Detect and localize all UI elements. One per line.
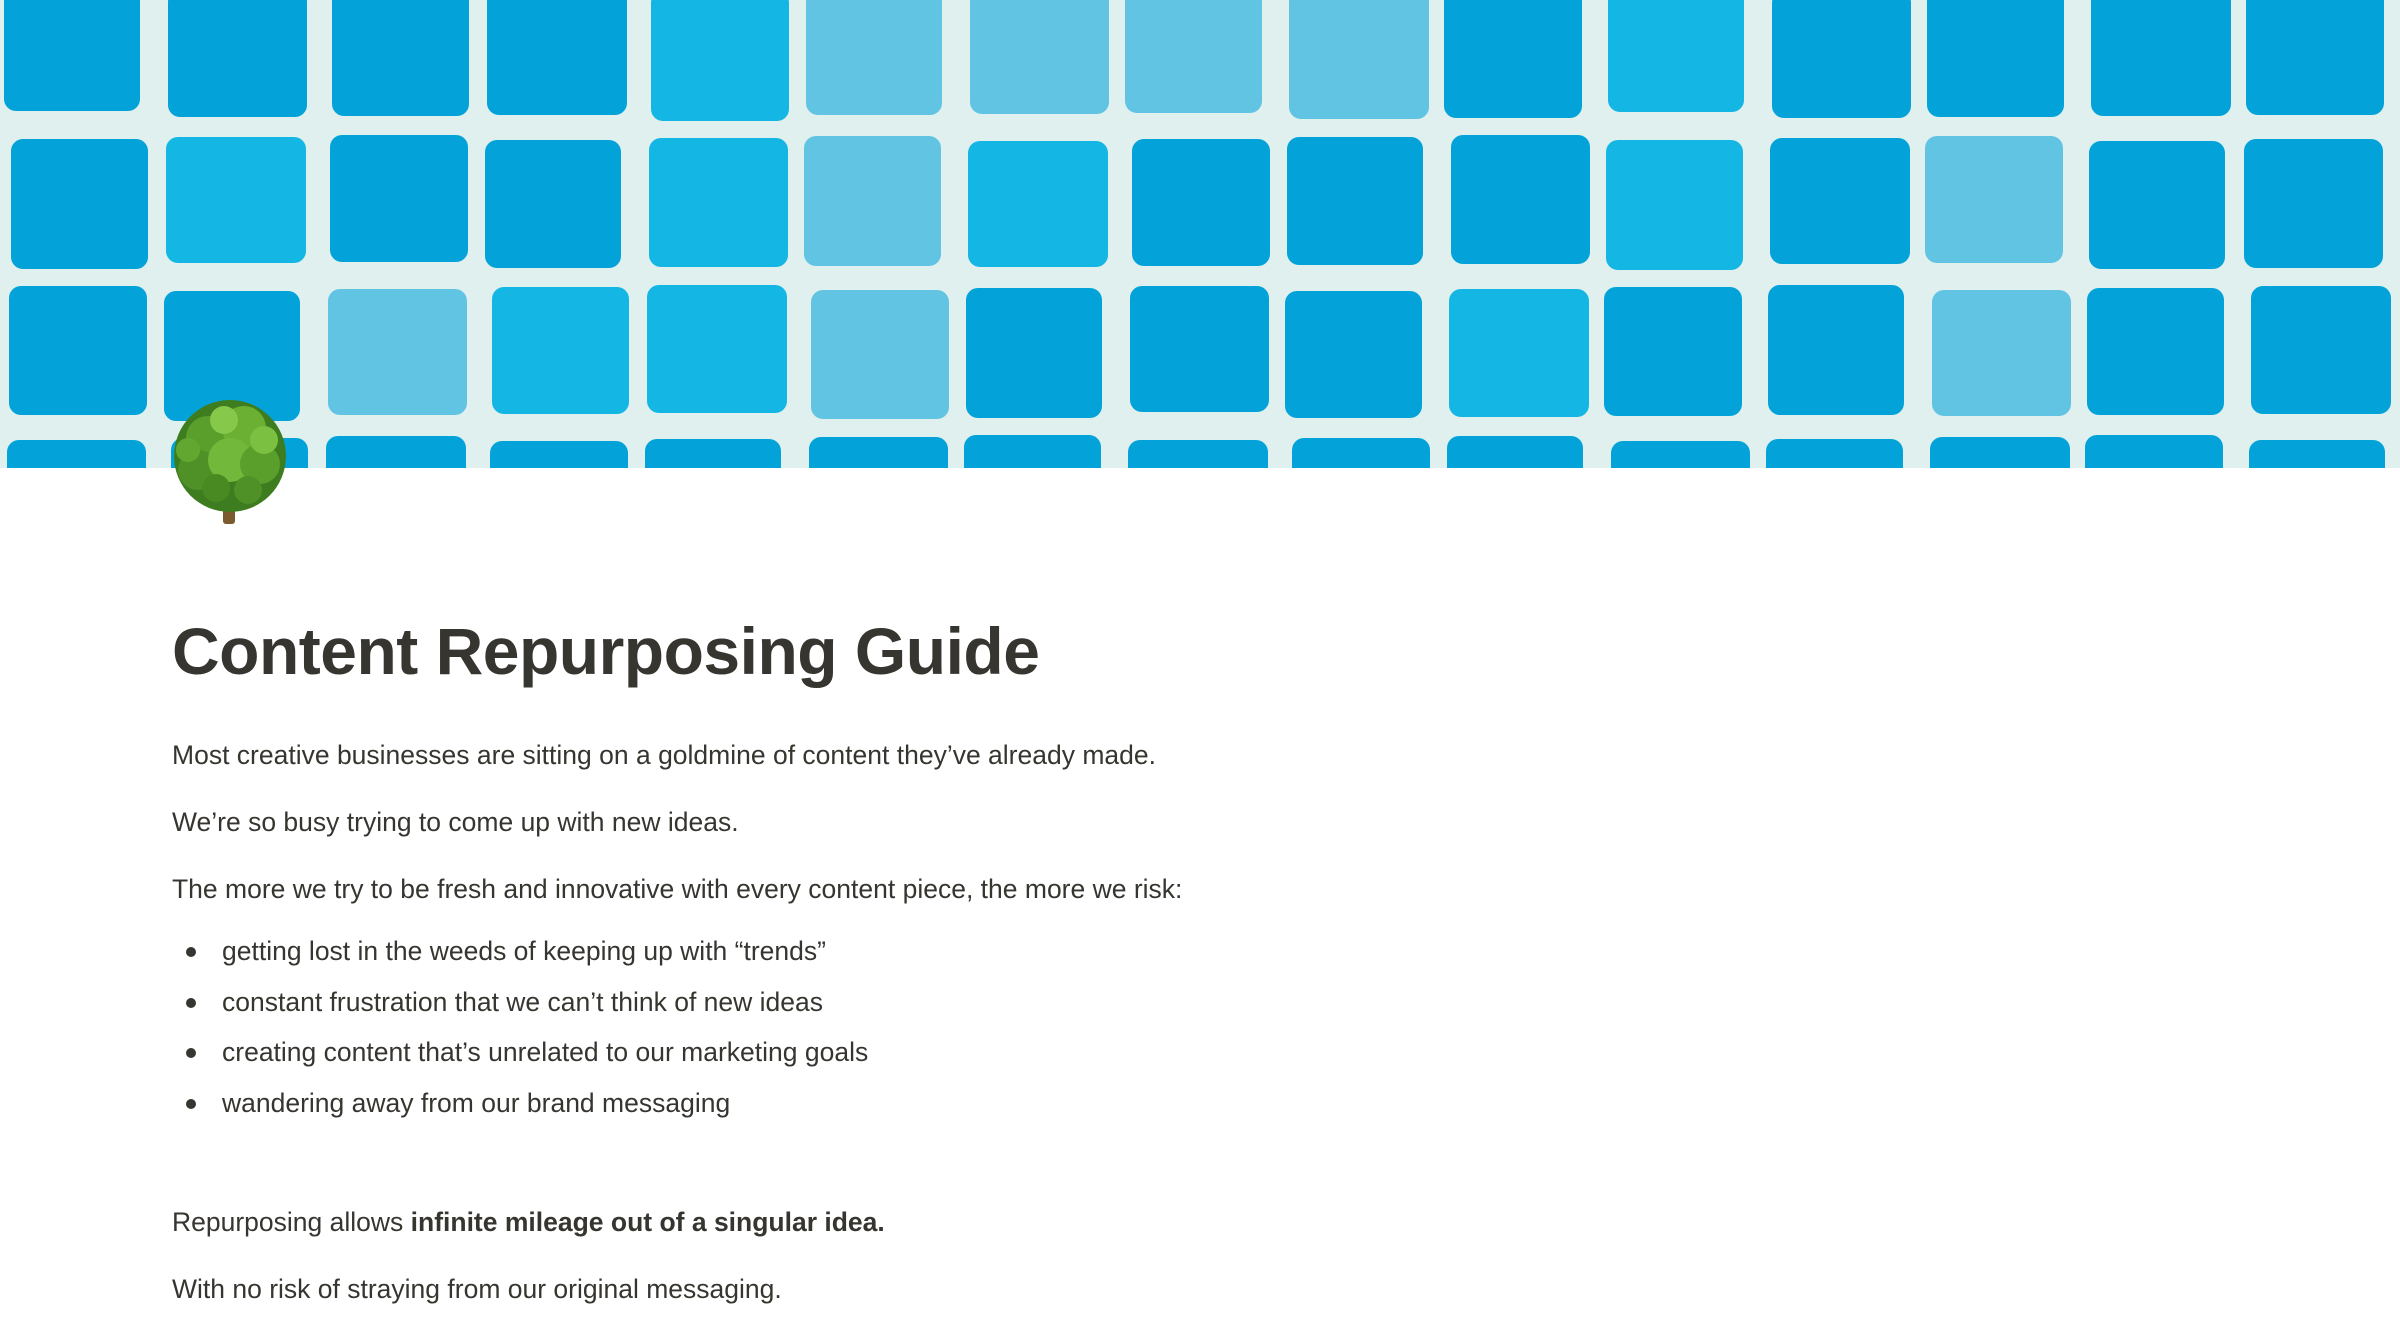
tile bbox=[1449, 289, 1589, 417]
tile bbox=[4, 0, 140, 111]
tile bbox=[1925, 136, 2063, 263]
tile-mosaic bbox=[0, 0, 2400, 468]
tile bbox=[1285, 291, 1422, 418]
tile bbox=[332, 0, 469, 116]
tile bbox=[326, 436, 466, 468]
tile bbox=[1772, 0, 1911, 118]
tile bbox=[2089, 141, 2225, 269]
tile bbox=[2244, 139, 2383, 268]
repurpose-paragraph[interactable] bbox=[172, 1205, 1572, 1239]
intro-paragraph-1[interactable]: Most creative businesses are sitting on a goldmine of content they’ve already made. bbox=[172, 740, 1156, 770]
tile bbox=[490, 441, 628, 468]
tile bbox=[804, 136, 941, 266]
repurpose-bold-text: infinite mileage out of a singular idea. bbox=[410, 1206, 885, 1237]
intro-paragraph-3[interactable]: The more we try to be fresh and innovative with every content piece, the more we risk: bbox=[172, 874, 1183, 904]
tile bbox=[964, 435, 1101, 468]
page-title[interactable]: Content Repurposing Guide bbox=[172, 614, 1040, 688]
tile bbox=[2251, 286, 2391, 414]
tile bbox=[809, 437, 948, 468]
tile bbox=[11, 139, 148, 269]
list-item[interactable]: creating content that’s unrelated to our marketing goals bbox=[172, 1035, 1572, 1069]
tile bbox=[9, 286, 147, 415]
page-content bbox=[172, 606, 1572, 1306]
tile bbox=[485, 140, 621, 268]
list-item[interactable]: constant frustration that we can’t think of new ideas bbox=[172, 985, 1572, 1019]
tile bbox=[1606, 140, 1743, 270]
tile bbox=[1604, 287, 1742, 416]
list-item[interactable]: wandering away from our brand messaging bbox=[172, 1086, 1572, 1120]
tile bbox=[1289, 0, 1429, 119]
tile bbox=[970, 0, 1109, 114]
tile bbox=[1608, 0, 1744, 112]
tile bbox=[806, 0, 942, 115]
tile bbox=[1287, 137, 1423, 265]
tile bbox=[649, 138, 788, 267]
tile bbox=[645, 439, 781, 468]
tile bbox=[168, 0, 307, 117]
tile bbox=[1444, 0, 1582, 118]
repurpose-text: Repurposing allows bbox=[172, 1206, 411, 1237]
tile bbox=[1132, 139, 1270, 266]
tile bbox=[647, 285, 787, 413]
tile bbox=[1611, 441, 1750, 468]
tile bbox=[7, 440, 146, 468]
tile bbox=[1447, 436, 1583, 468]
closing-paragraph[interactable]: With no risk of straying from our original messaging. bbox=[172, 1273, 782, 1304]
tree-icon-graphic bbox=[168, 398, 292, 528]
tile bbox=[1125, 0, 1262, 113]
risk-list bbox=[172, 934, 1572, 1120]
tile bbox=[966, 288, 1102, 418]
tile bbox=[968, 141, 1108, 267]
tile bbox=[166, 137, 306, 263]
tile bbox=[1292, 438, 1430, 468]
list-item[interactable]: getting lost in the weeds of keeping up with “trends” bbox=[172, 934, 1572, 968]
tile bbox=[1930, 437, 2070, 468]
tile bbox=[1128, 440, 1268, 468]
tile bbox=[651, 0, 789, 121]
tile bbox=[2085, 435, 2223, 468]
tile bbox=[2091, 0, 2231, 116]
tile bbox=[330, 135, 468, 262]
tile bbox=[1768, 285, 1904, 415]
tile bbox=[2246, 0, 2384, 115]
cover-image[interactable] bbox=[0, 0, 2400, 468]
tile bbox=[1770, 138, 1910, 264]
tile bbox=[1130, 286, 1269, 412]
tile bbox=[2087, 288, 2224, 415]
tile bbox=[492, 287, 629, 414]
tile bbox=[811, 290, 949, 419]
tile bbox=[487, 0, 627, 115]
tile bbox=[1927, 0, 2064, 117]
tree-icon[interactable] bbox=[168, 398, 292, 528]
tile bbox=[1932, 290, 2071, 416]
tile bbox=[1766, 439, 1903, 468]
intro-paragraph-2[interactable]: We’re so busy trying to come up with new ideas. bbox=[172, 807, 739, 837]
tile bbox=[1451, 135, 1590, 264]
tile bbox=[2249, 440, 2385, 468]
tile bbox=[328, 289, 467, 415]
